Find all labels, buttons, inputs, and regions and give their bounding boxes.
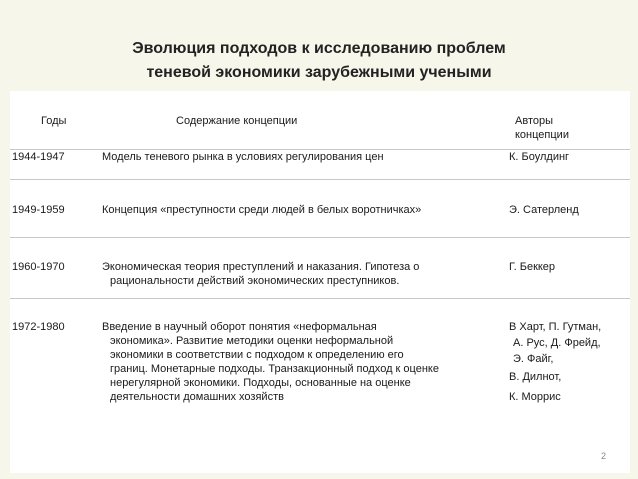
content-line: нерегулярной экономики. Подходы, основанные на оценке (110, 376, 411, 389)
row-years: 1949-1959 (10, 179, 100, 237)
row-content (100, 149, 507, 179)
content-line: Концепция «преступности среди людей в белых воротничках» (102, 203, 422, 216)
row-years: 1960-1970 (10, 237, 100, 298)
header-authors-line-2: концепции (515, 129, 569, 141)
row-authors (507, 149, 630, 179)
concepts-table-container (10, 91, 630, 473)
author-line: Э. Файг, (513, 352, 554, 365)
row-years: 1944-1947 (10, 149, 100, 179)
table-row (10, 179, 630, 237)
row-content (100, 179, 507, 237)
header-authors (507, 91, 630, 149)
table-row (10, 237, 630, 298)
table-row (10, 149, 630, 179)
content-line: границ. Монетарные подходы. Транзакционный подход к оценке (110, 362, 439, 375)
row-authors (507, 298, 630, 438)
header-content: Содержание концепции (176, 115, 298, 127)
header-authors-line-1: Авторы (515, 115, 553, 127)
row-authors (507, 179, 630, 237)
content-line: деятельности домашних хозяйств (110, 390, 284, 403)
content-line: Введение в научный оборот понятия «неформальная (102, 320, 377, 333)
row-content (100, 298, 507, 438)
author-line: К. Боулдинг (509, 150, 570, 163)
slide-title-line-2: теневой экономики зарубежными учеными (146, 64, 492, 81)
author-line: А. Рус, Д. Фрейд, (513, 336, 601, 349)
row-years: 1972-1980 (10, 298, 100, 438)
author-line: В. Дилнот, (509, 370, 562, 383)
author-line: В Харт, П. Гутман, (509, 320, 602, 333)
row-authors (507, 237, 630, 298)
content-line: рациональности действий экономических преступников. (110, 274, 400, 287)
author-line: Г. Беккер (509, 260, 556, 273)
concepts-table (10, 91, 630, 438)
author-line: Э. Сатерленд (509, 203, 579, 216)
table-header-row (10, 91, 630, 149)
content-line: экономики в соответствии с подходом к определению его (110, 348, 404, 361)
row-content (100, 237, 507, 298)
content-line: Экономическая теория преступлений и наказания. Гипотеза о (102, 260, 420, 273)
author-line: К. Моррис (509, 390, 561, 403)
page-number: 2 (600, 451, 606, 461)
slide-title (0, 37, 638, 85)
content-line: экономика». Развитие методики оценки неформальной (110, 334, 394, 347)
content-line: Модель теневого рынка в условиях регулирования цен (102, 150, 384, 163)
header-years: Годы (41, 115, 67, 127)
table-row (10, 298, 630, 438)
slide-title-line-1: Эволюция подходов к исследованию проблем (132, 40, 506, 57)
